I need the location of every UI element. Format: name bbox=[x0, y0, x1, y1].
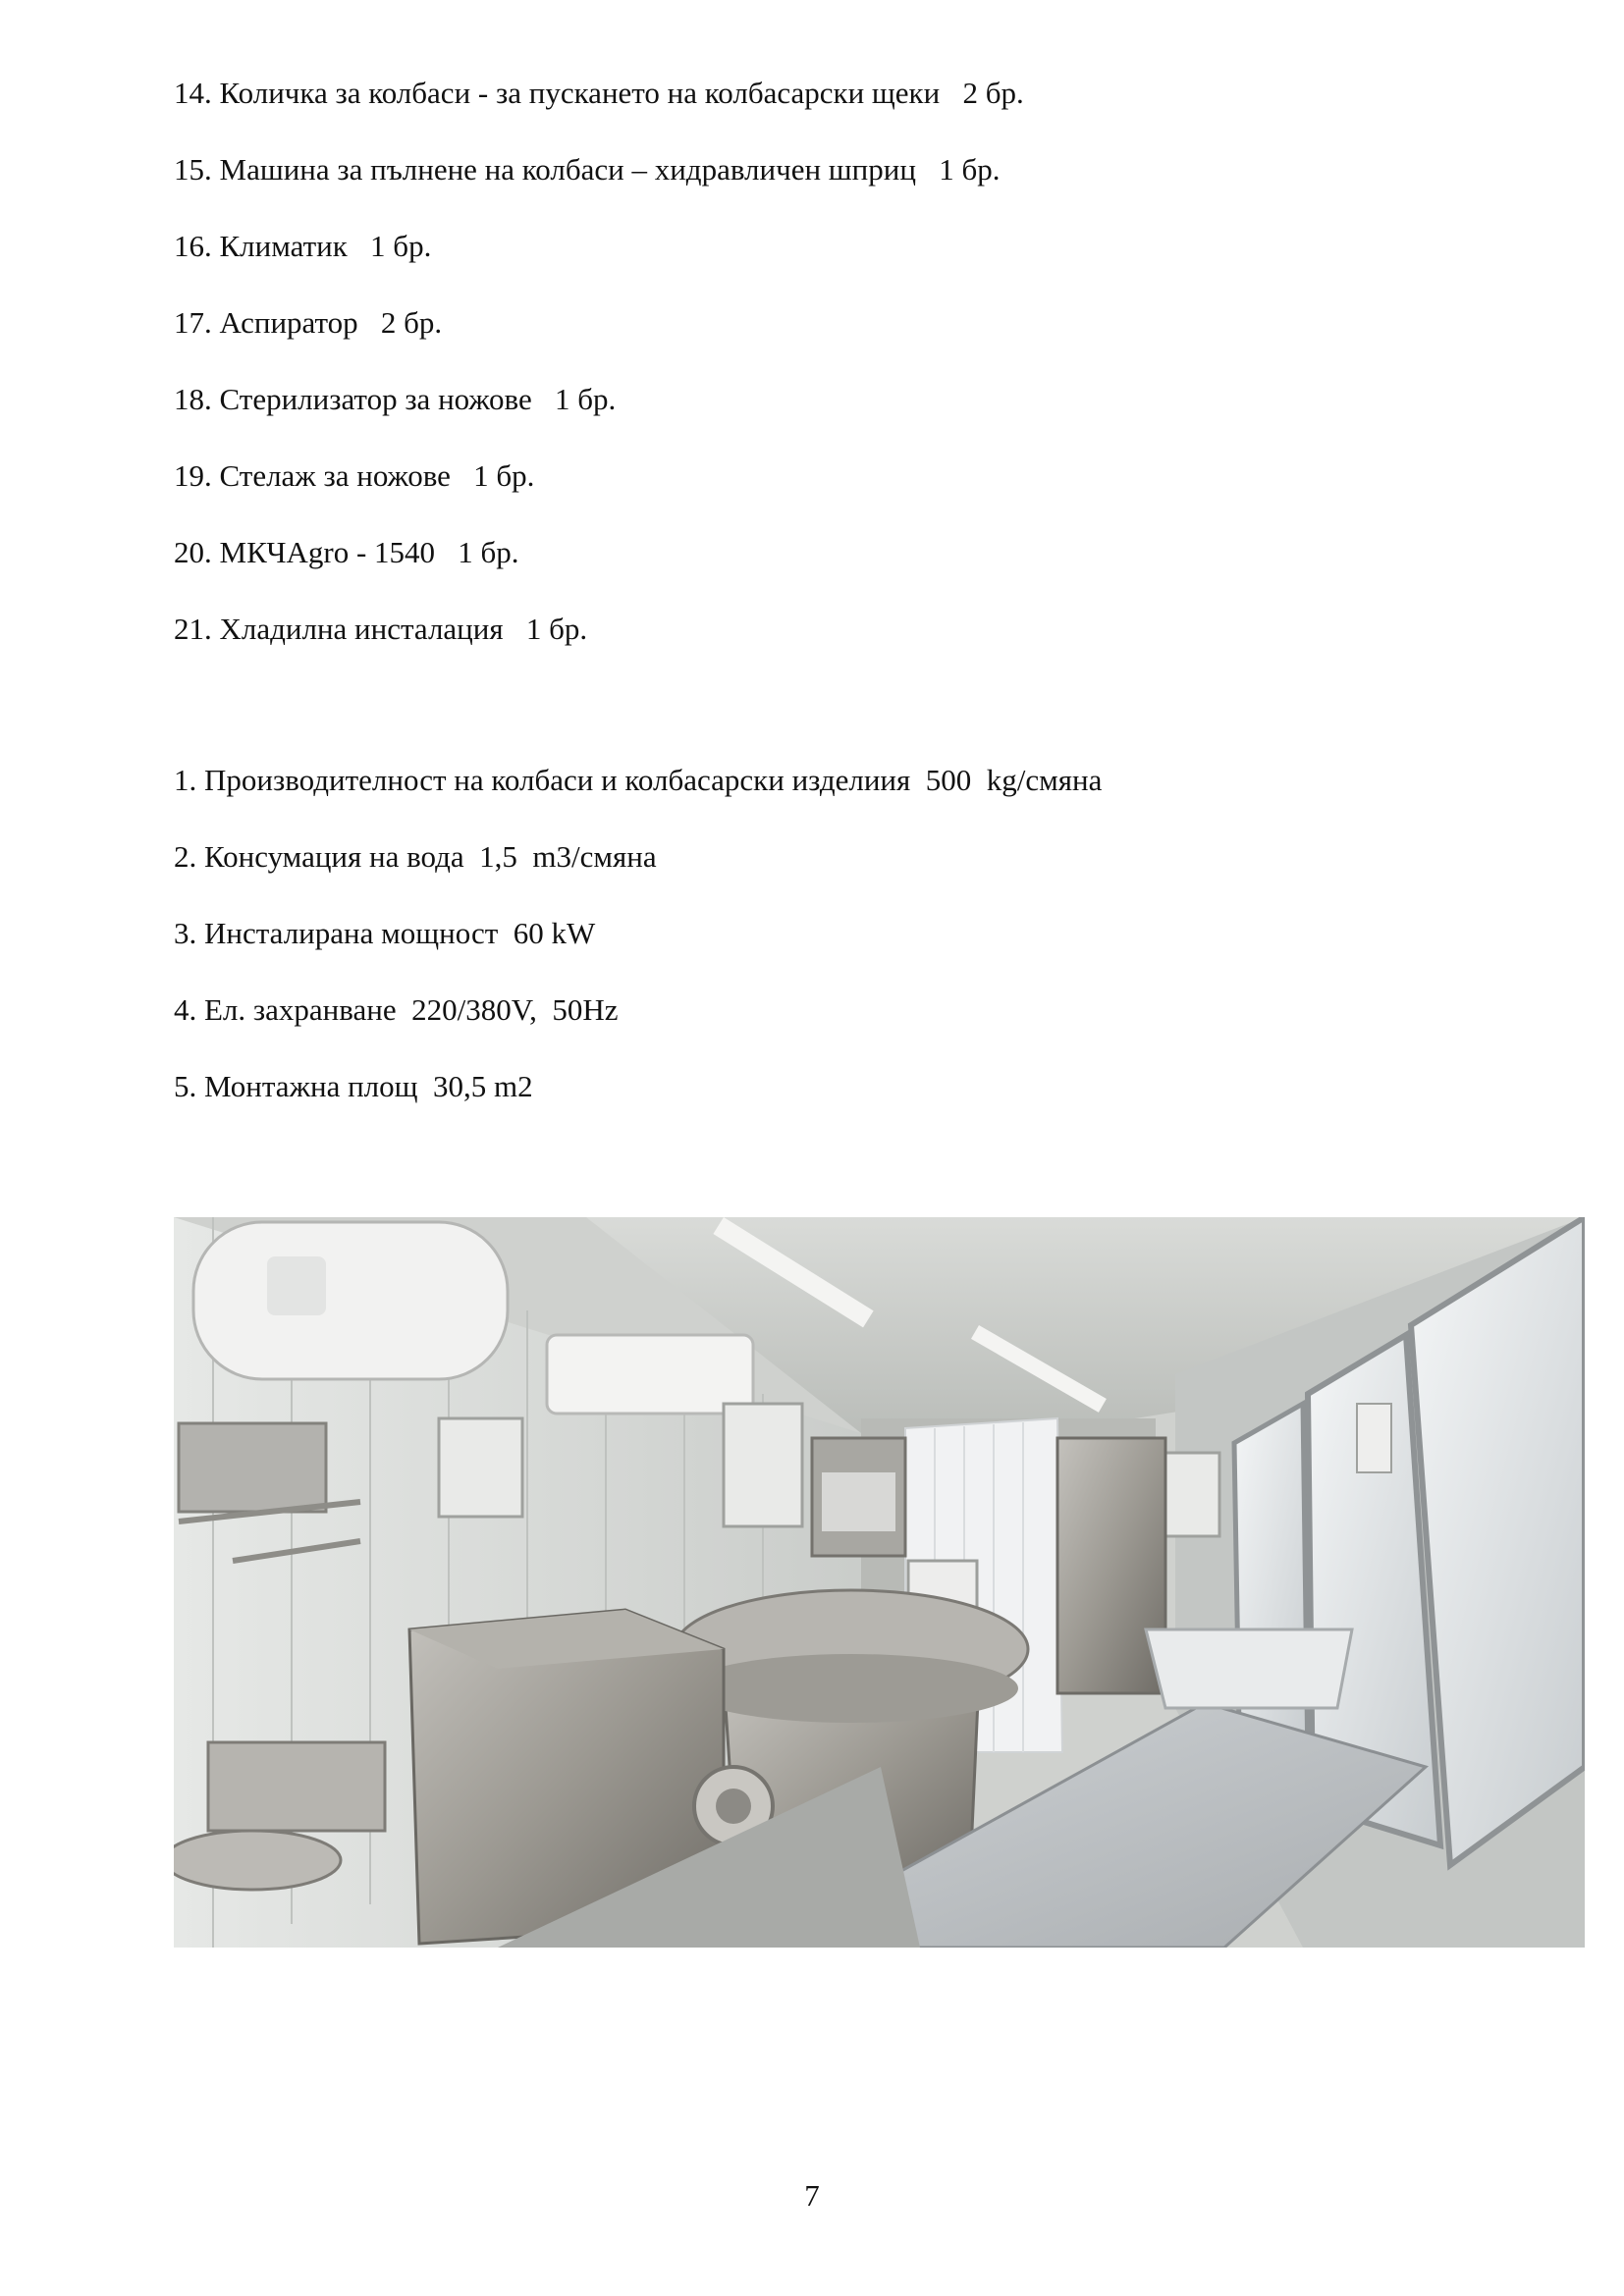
equipment-item-16: 16. Климатик 1 бр. bbox=[174, 229, 432, 263]
equipment-item-17: 17. Аспиратор 2 бр. bbox=[174, 305, 443, 340]
spec-item-4: 4. Ел. захранване 220/380V, 50Hz bbox=[174, 992, 619, 1027]
spec-item-1: 1. Производителност на колбаси и колбасарски изделиия 500 kg/смяна bbox=[174, 763, 1103, 797]
page-number: 7 bbox=[804, 2178, 820, 2213]
equipment-item-20: 20. МКЧAgro - 1540 1 бр. bbox=[174, 535, 519, 569]
spec-item-2: 2. Консумация на вода 1,5 m3/смяна bbox=[174, 839, 657, 874]
equipment-item-19: 19. Стелаж за ножове 1 бр. bbox=[174, 458, 535, 493]
equipment-item-15: 15. Машина за пълнене на колбаси – хидравличен шприц 1 бр. bbox=[174, 152, 1001, 187]
production-room-photo bbox=[174, 1217, 1585, 1948]
spec-item-5: 5. Монтажна площ 30,5 m2 bbox=[174, 1069, 533, 1103]
spec-item-3: 3. Инсталирана мощност 60 kW bbox=[174, 916, 596, 950]
equipment-item-21: 21. Хладилна инсталация 1 бр. bbox=[174, 612, 588, 646]
equipment-item-18: 18. Стерилизатор за ножове 1 бр. bbox=[174, 382, 617, 416]
equipment-item-14: 14. Количка за колбаси - за пускането на колбасарски щеки 2 бр. bbox=[174, 76, 1024, 110]
